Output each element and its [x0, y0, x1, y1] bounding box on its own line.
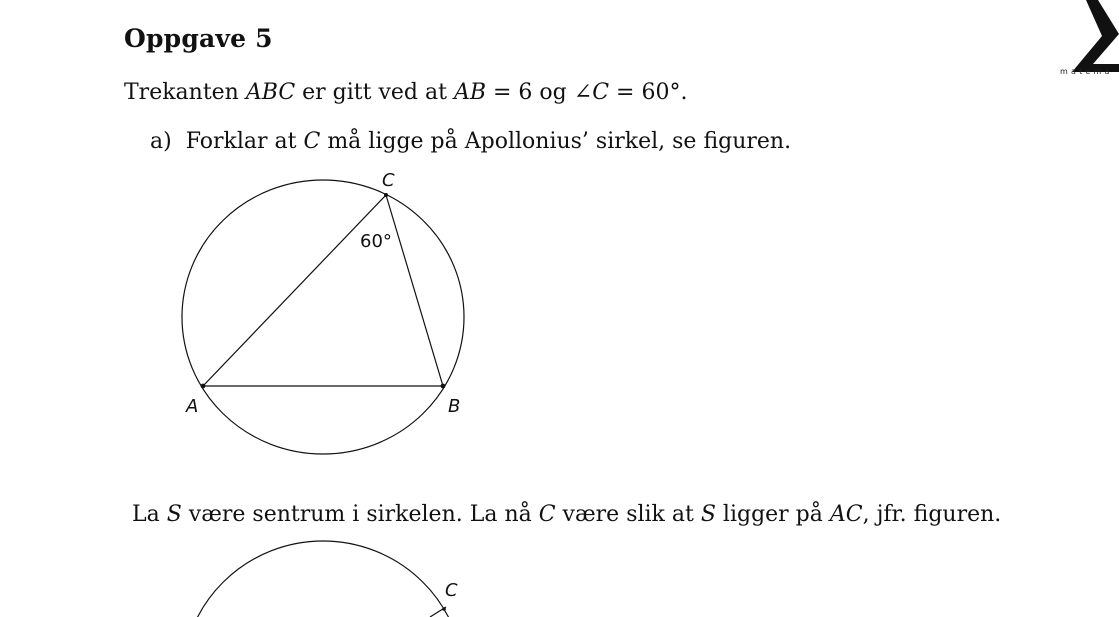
math-c: C — [303, 129, 321, 154]
figure-center-on-ac — [182, 541, 464, 617]
angle-label: 60° — [360, 231, 392, 252]
math-ab: AB — [453, 80, 487, 105]
figure-apollonius-circle — [182, 170, 464, 454]
label-b: B — [448, 396, 461, 417]
point-a — [201, 384, 206, 389]
segment-bc — [386, 195, 443, 386]
part-a-label: a) — [150, 129, 172, 154]
math-abc: ABC — [245, 80, 296, 105]
logo-text: matema — [1060, 67, 1113, 76]
math-s: S — [166, 502, 182, 527]
circle — [182, 541, 464, 617]
part-a-text: a) Forklar at C må ligge på Apollonius’ sirkel, se figuren. — [150, 129, 792, 154]
point-c — [384, 193, 388, 197]
intro-text: Trekanten ABC er gitt ved at AB = 6 og ∠C = 60°. — [124, 80, 688, 105]
label-c: C — [445, 580, 458, 601]
la-s-text: La S være sentrum i sirkelen. La nå C være slik at S ligger på AC, jfr. figuren. — [132, 502, 1002, 527]
circle — [182, 180, 464, 454]
math-s: S — [700, 502, 716, 527]
math-c: C — [538, 502, 556, 527]
task-title: Oppgave 5 — [124, 24, 273, 53]
label-a: A — [186, 396, 199, 417]
label-c: C — [382, 170, 395, 191]
point-c — [442, 607, 446, 611]
math-c: C — [592, 80, 610, 105]
point-b — [441, 384, 446, 389]
segment-ac — [203, 195, 386, 386]
math-ac: AC — [829, 502, 863, 527]
